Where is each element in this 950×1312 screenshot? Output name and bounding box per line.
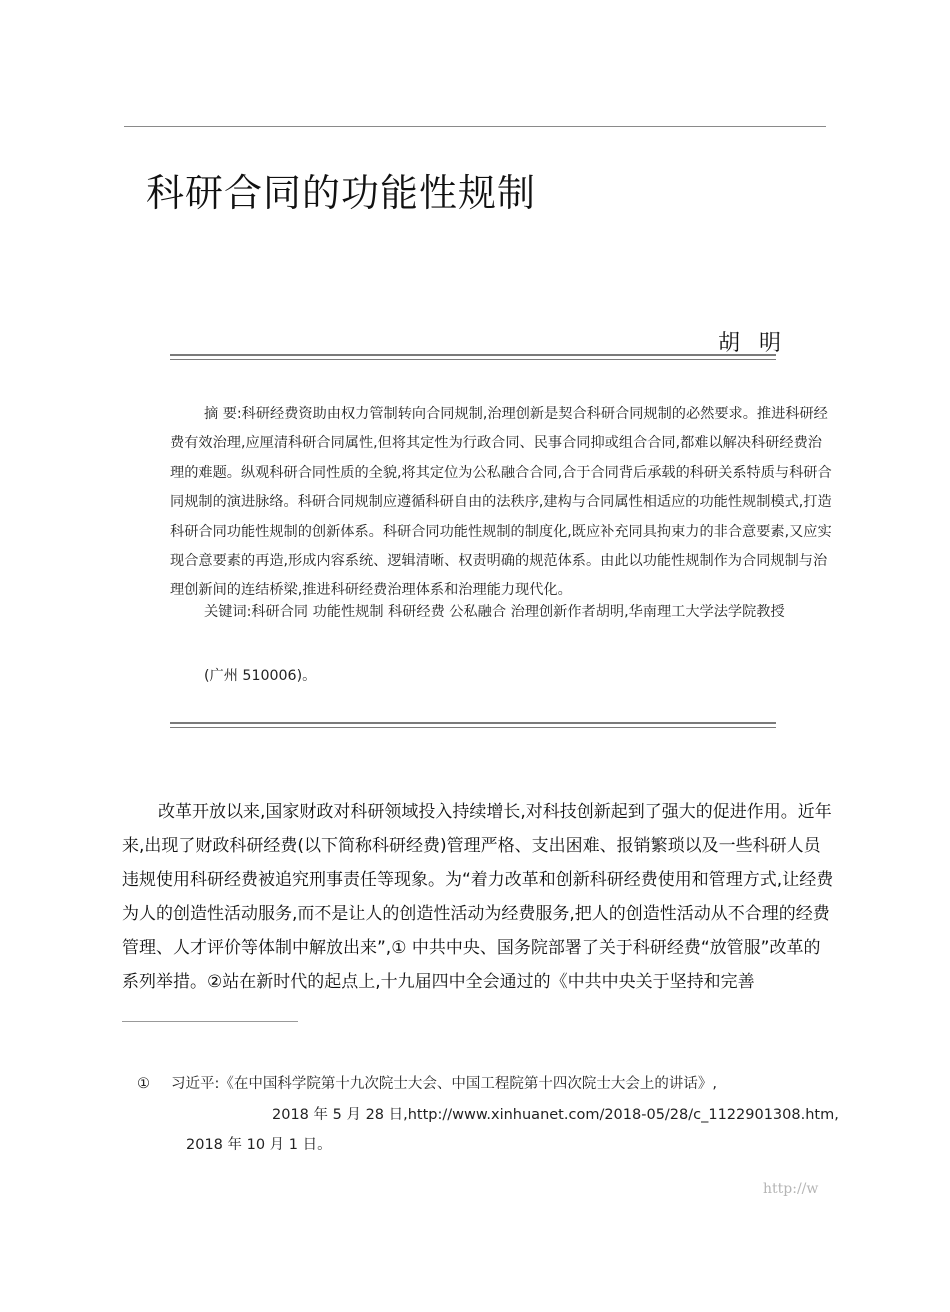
header-double-rule <box>170 354 776 360</box>
author-affiliation: (广州 510006)。 <box>204 668 317 684</box>
footnote-line-1: 习近平:《在中国科学院第十九次院士大会、中国工程院第十四次院士大会上的讲话》, <box>171 1076 717 1092</box>
keywords-line: 关键词:科研合同 功能性规制 科研经费 公私融合 治理创新作者胡明,华南理工大学法学院教授 <box>204 604 785 620</box>
footnote-rule <box>122 1021 298 1022</box>
abstract-double-rule <box>170 722 776 728</box>
article-title: 科研合同的功能性规制 <box>146 171 537 215</box>
footnote-line-2: 2018 年 5 月 28 日,http://www.xinhuanet.com/2018-05/28/c_1122901308.htm, <box>272 1107 839 1123</box>
watermark-text: http://w <box>763 1181 819 1197</box>
footnote-marker: ① <box>137 1076 150 1092</box>
footnote-line-3: 2018 年 10 月 1 日。 <box>186 1137 332 1153</box>
body-paragraph: 改革开放以来,国家财政对科研领域投入持续增长,对科技创新起到了强大的促进作用。近年来,出现了财政科研经费(以下简称科研经费)管理严格、支出困难、报销繁琐以及一些科研人员违规使用科研经费被追究刑事责任等现象。为“着力改革和创新科研经费使用和管理方式,让经费为人的创造性活动服务,而不是让人的创造性活动为经费服务,把人的创造性活动从不合理的经费管理、人才评价等体制中解放出来”,① 中共中央、国务院部署了关于科研经费“放管服”改革的系列举措。②站在新时代的起点上,十九届四中全会通过的《中共中央关于坚持和完善 <box>122 802 834 992</box>
abstract-block <box>170 400 832 606</box>
body-text <box>122 795 836 999</box>
top-rule <box>124 126 826 127</box>
abstract-text: 摘 要:科研经费资助由权力管制转向合同规制,治理创新是契合科研合同规制的必然要求。推进科研经费有效治理,应厘清科研合同属性,但将其定性为行政合同、民事合同抑或组合合同,都难以解决科研经费治理的难题。纵观科研合同性质的全貌,将其定位为公私融合合同,合于合同背后承载的科研关系特质与科研合同规制的演进脉络。科研合同规制应遵循科研自由的法秩序,建构与合同属性相适应的功能性规制模式,打造科研合同功能性规制的创新体系。科研合同功能性规制的制度化,既应补充同具拘束力的非合意要素,又应实现合意要素的再造,形成内容系统、逻辑清晰、权责明确的规范体系。由此以功能性规制作为合同规制与治理创新间的连结桥梁,推进科研经费治理体系和治理能力现代化。 <box>170 406 832 599</box>
author-name: 胡 明 <box>718 331 787 356</box>
